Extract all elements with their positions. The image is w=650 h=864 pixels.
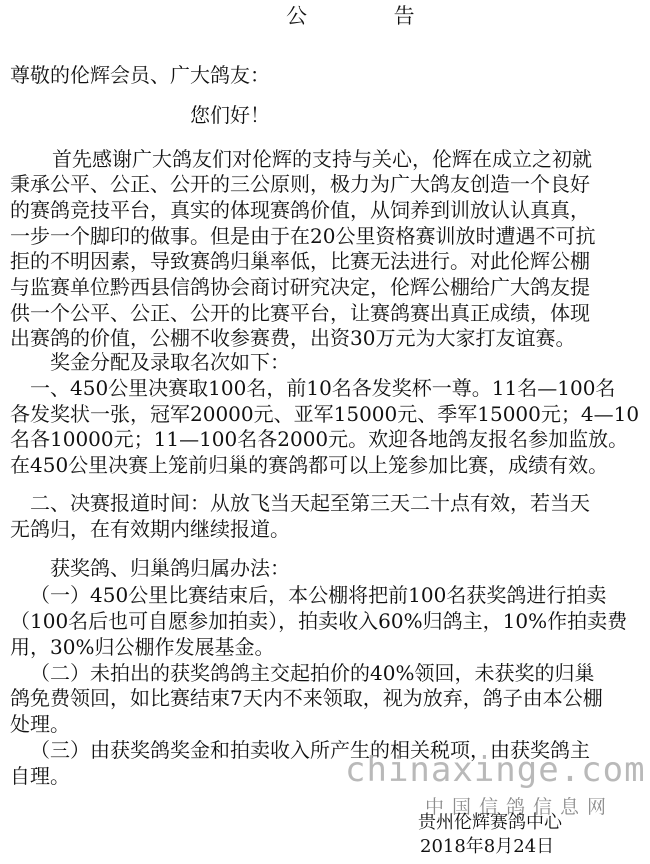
prize-line: 一、450公里决赛取100名，前10名各发奖杯一尊。11名—100名 xyxy=(30,376,616,400)
ownership-line: （一）450公里比赛结束后，本公棚将把前100名获奖鸽进行拍卖 xyxy=(30,583,607,607)
notice-title: 公 告 xyxy=(286,4,455,28)
ownership-heading: 获奖鸽、归巢鸽归属办法： xyxy=(50,556,290,580)
ownership-line: （三）由获奖鸽奖金和拍卖收入所产生的相关税项，由获奖鸽主 xyxy=(30,738,590,762)
section2-line: 无鸽归，在有效期内继续报道。 xyxy=(10,517,290,541)
paragraph-line: 首先感谢广大鸽友们对伦辉的支持与关心，伦辉在成立之初就 xyxy=(52,147,592,171)
ownership-line: 处理。 xyxy=(10,712,70,736)
paragraph-line: 供一个公平、公正、公开的比赛平台，让赛鸽赛出真正成绩，体现 xyxy=(10,301,590,325)
ownership-line: 鸽免费领回，如比赛结束7天内不来领取，视为放弃，鸽子由本公棚 xyxy=(10,686,603,710)
greeting: 您们好！ xyxy=(190,103,270,127)
section2-line: 二、决赛报道时间：从放飞当天起至第三天二十点有效，若当天 xyxy=(30,491,590,515)
signature-date: 2018年8月24日 xyxy=(420,836,555,857)
watermark-site-name: 中国信鸽信息网 xyxy=(425,796,615,818)
ownership-line: 用，30%归公棚作发展基金。 xyxy=(10,635,275,659)
paragraph-line: 的赛鸽竞技平台，真实的体现赛鸽价值，从饲养到训放认认真真， xyxy=(10,198,590,222)
prize-line: 各发奖状一张，冠军20000元、亚军15000元、季军15000元；4—10 xyxy=(10,402,640,426)
prize-line: 名各10000元；11—100名各2000元。欢迎各地鸽友报名参加监放。 xyxy=(10,427,629,451)
ownership-line: （100名后也可自愿参加拍卖），拍卖收入60%归鸽主，10%作拍卖费 xyxy=(10,609,628,633)
paragraph-line: 与监赛单位黔西县信鸽协会商讨研究决定，伦辉公棚给广大鸽友提 xyxy=(10,275,590,299)
paragraph-line: 秉承公平、公正、公开的三公原则，极力为广大鸽友创造一个良好 xyxy=(10,172,590,196)
signature-organization: 贵州伦辉赛鸽中心 xyxy=(418,812,562,833)
prize-line: 在450公里决赛上笼前归巢的赛鸽都可以上笼参加比赛，成绩有效。 xyxy=(10,453,609,477)
paragraph-line: 拒的不明因素，导致赛鸽归巢率低，比赛无法进行。对此伦辉公棚 xyxy=(10,249,590,273)
ownership-line: （二）未拍出的获奖鸽鸽主交起拍价的40%领回，未获奖的归巢 xyxy=(30,661,595,685)
paragraph-line: 一步一个脚印的做事。但是由于在20公里资格赛训放时遭遇不可抗 xyxy=(10,224,596,248)
watermark-url: chinaxinge.com xyxy=(345,750,646,790)
paragraph-line: 出赛鸽的价值，公棚不收参赛费，出资30万元为大家打友谊赛。 xyxy=(10,326,576,350)
prize-heading: 奖金分配及录取名次如下： xyxy=(50,350,290,374)
salutation: 尊敬的伦辉会员、广大鸽友： xyxy=(10,63,270,87)
ownership-line: 自理。 xyxy=(10,764,70,788)
